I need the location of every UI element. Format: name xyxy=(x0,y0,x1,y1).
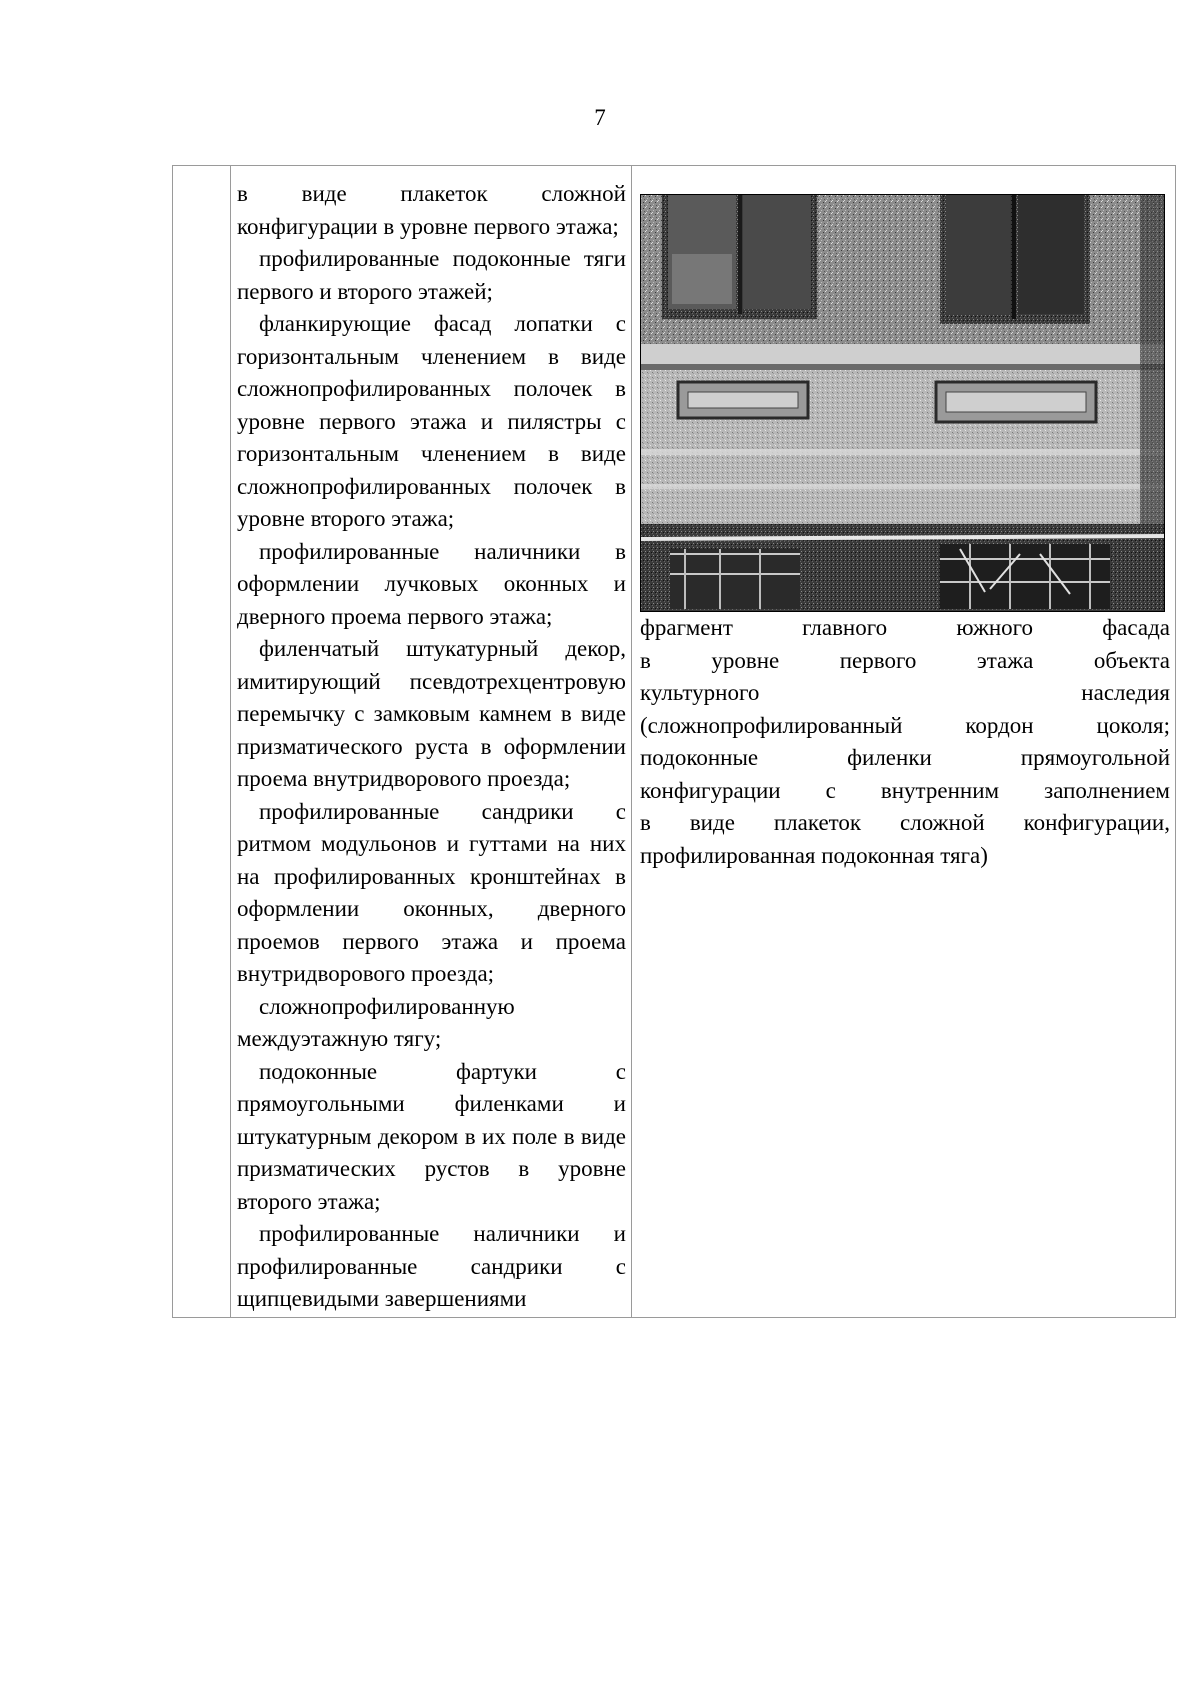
description-paragraph: профилированные сандрики с ритмом модульонов и гуттами на них на профилированных кронштейнах в оформлении оконных, дверного проемов первого этажа и проема внутридворового проезда; xyxy=(237,798,626,986)
description-paragraph: профилированные наличники и профилированные сандрики с щипцевидыми завершениями xyxy=(237,1221,626,1311)
description-paragraph: сложнопрофилированную междуэтажную тягу; xyxy=(237,993,515,1051)
table-row xyxy=(173,166,1176,1318)
photo-cell xyxy=(632,166,1176,1318)
caption-line: в уровне первого этажа объекта xyxy=(640,647,1170,673)
description-paragraph: в виде плакеток сложной конфигурации в уровне первого этажа; xyxy=(237,181,626,239)
description-paragraph: фланкирующие фасад лопатки с горизонтальным членением в виде сложнопрофилированных полочек в уровне первого этажа и пилястры с горизонтальным членением в виде сложнопрофилированных полочек в уровне второго этажа; xyxy=(237,311,626,531)
page-number: 7 xyxy=(594,105,606,130)
description-cell xyxy=(231,166,632,1318)
facade-photo xyxy=(640,194,1165,612)
caption-line: (сложнопрофилированный кордон цоколя; xyxy=(640,712,1170,738)
caption-line: в виде плакеток сложной конфигурации, xyxy=(640,810,1170,835)
photo-caption xyxy=(632,612,1175,872)
number-cell xyxy=(173,166,231,1318)
description-paragraph: профилированные наличники в оформлении лучковых оконных и дверного проема первого этажа; xyxy=(237,538,626,629)
caption-line: фрагмент главного южного фасада xyxy=(640,615,1170,640)
document-table xyxy=(172,165,1176,1318)
caption-line: профилированная подоконная тяга) xyxy=(640,842,988,868)
caption-line: конфигурации с внутренним заполнением xyxy=(640,777,1170,803)
description-paragraph: филенчатый штукатурный декор, имитирующий псевдотрехцентровую перемычку с замковым камнем в виде призматического руста в оформлении проема внутридворового проезда; xyxy=(237,636,626,791)
description-paragraph: подоконные фартуки с прямоугольными филенками и штукатурным декором в их поле в виде призматических рустов в уровне второго этажа; xyxy=(237,1058,626,1214)
caption-line: культурного наследия xyxy=(640,680,1170,705)
description-paragraph: профилированные подоконные тяги первого и второго этажей; xyxy=(237,246,626,304)
caption-line: подоконные филенки прямоугольной xyxy=(640,745,1170,770)
